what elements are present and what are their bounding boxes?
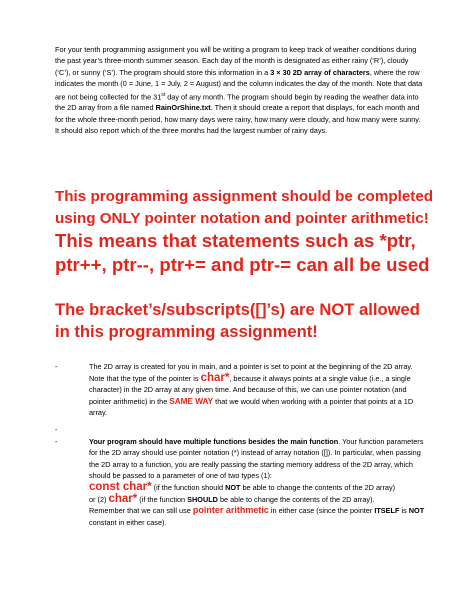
code-char-pointer: char* (108, 492, 138, 505)
item-text: (if the function should (151, 482, 226, 492)
bracket-notice: The bracket’s/subscripts([]’s) are NOT allowed in this programming assignment! (55, 300, 420, 341)
intro-text: For your tenth programming assignment you will be writing a program to keep track of weather conditions during the past year’s three-month summer season. Each day of the month is designated as either rainy (‘R’), cloudy (‘C’), or sunny (‘S’). The program should store this information in a (55, 45, 417, 77)
item-text: The 2D array is created for you in main, and a pointer is set to point at the beginning of the 2D array. Note that the type of the pointer is (89, 362, 413, 383)
not-emphasis: NOT (225, 482, 241, 492)
item-text: Remember that we can still use (89, 506, 193, 516)
bullet-marker: - (55, 362, 58, 371)
item-text: constant in either case). (89, 517, 167, 527)
bullet-marker: - (55, 424, 58, 434)
item-text: . Your function parameters for the 2D array should use pointer notation (*) instead of array notation ([]). In particular, when passing the 2D array to a function, you are really passing the starting memory address of the 2D array, which should be passed to a parameter of one of two types (1): (89, 436, 424, 481)
item-text: (if the function (137, 494, 188, 504)
should-emphasis: SHOULD (187, 494, 218, 504)
item-text: be able to change the contents of the 2D array). (217, 494, 375, 504)
item-text: be able to change the contents of the 2D array) (240, 482, 396, 492)
intro-paragraph (55, 44, 425, 137)
item-text: , because it always points at a single value (i.e., a single character) in the 2D array at any given time. And because of this, we can use pointer notation (and pointer arithmetic) in the (89, 373, 411, 406)
list-item (55, 424, 425, 436)
pointer-notice (55, 186, 435, 278)
item-text: in either case (since the pointer (268, 506, 375, 516)
intro-text: day of any month. The program should begin by reading the weather data into the 2D array from a file named (55, 92, 419, 113)
functions-requirement: Your program should have multiple functions besides the main function (89, 436, 339, 446)
item-text: is (399, 506, 409, 516)
intro-text: , where the row indicates the month (0 = June, 1 = July, 2 = August) and the column indicates the day of the month. Note that data are not being collected for the 31 (55, 67, 423, 102)
pointer-arithmetic-emphasis: pointer arithmetic (192, 505, 269, 516)
pointer-notice-line2: This means that statements such as *ptr, ptr++, ptr--, ptr+= and ptr-= can all be used (55, 230, 430, 275)
not-emphasis: NOT (408, 506, 425, 516)
same-way-emphasis: SAME WAY (169, 396, 214, 406)
list-item (55, 436, 425, 529)
code-const-char-pointer: const char* (89, 480, 152, 493)
bullet-marker: - (55, 436, 58, 446)
file-name: RainOrShine.txt (155, 103, 211, 113)
item-text: or (2) (89, 494, 109, 504)
code-char-pointer: char* (200, 371, 230, 384)
ordinal-suffix: st (161, 91, 166, 98)
item-text: that we would when working with a pointer that points at a 1D array. (89, 396, 414, 418)
itself-emphasis: ITSELF (374, 506, 400, 516)
requirements-list (55, 361, 425, 528)
list-item (55, 361, 425, 419)
intro-text: . Then it should create a report that displays, for each month and for the whole three-month period, how many days were rainy, how many were cloudy, and how many were sunny. It should also report which of the three months had the largest number of rainy days. (55, 103, 421, 136)
pointer-notice-line1: This programming assignment should be completed using ONLY pointer notation and pointer arithmetic! (55, 188, 434, 227)
array-spec: 3 × 30 2D array of characters (270, 67, 370, 77)
